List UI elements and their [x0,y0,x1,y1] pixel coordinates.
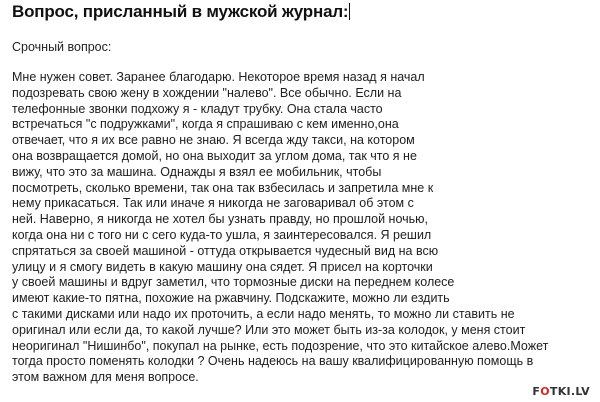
page-title-text: Вопрос, присланный в мужской журнал: [12,2,349,21]
page-title [12,2,350,22]
body-line: у своей машины и вдруг заметил, что тормозные диски на переднем колесе [12,275,455,290]
text-cursor [349,3,350,20]
body-line: спрятаться за своей машиной - оттуда открывается чудесный вид на всю [12,243,439,258]
body-line: с такими дисками или надо их проточить, а если надо менять, то можно ли ставить не [12,306,515,321]
body-line: улицу и я смогу видеть в какую машину она сядет. Я присел на корточки [12,259,433,274]
body-line: встречаться "с подружками", когда я спрашиваю с кем именно,она [12,117,399,132]
body-line: когда она ни с того ни с сего куда-то ушла, я заинтересовался. Я решил [12,227,432,242]
body-line: тогда просто поменять колодки ? Очень надеюсь на вашу квалифицированную помощь в [12,354,534,369]
body-line: посмотреть, сколько времени, так она так взбесилась и запретила мне к [12,180,434,195]
letter-body [12,70,597,386]
body-line: телефонные звонки подхожу я - кладут трубку. Она стала часто [12,101,383,116]
body-line: этом важном для меня вопросе. [12,370,199,385]
body-line: она возвращается домой, но она выходит за углом дома, так что я не [12,148,417,163]
watermark-text: FOTKI.LV [532,385,590,398]
watermark-accent-letter: O [540,385,550,398]
body-line: оригинал или если да, то какой лучше? Или это может быть из-за колодок, у меня стоит [12,322,526,337]
watermark-logo [532,385,590,398]
body-line: вижу, что это за машина. Однажды я взял ее мобильник, чтобы [12,164,382,179]
body-line: ней. Наверно, я никогда не хотел бы узнать правду, но прошлой ночью, [12,212,428,227]
body-line: подозревать свою жену в хождении "налево". Все обычно. Если на [12,85,402,100]
body-line: неоригинал "Нишинбо", покупал на рынке, есть подозрение, что это китайское алево.Может [12,338,549,353]
body-line: нему прикасаться. Так или иначе я никогда не заговаривал об этом с [12,196,414,211]
body-line: Мне нужен совет. Заранее благодарю. Некоторое время назад я начал [12,70,425,84]
body-line: отвечает, что я их все равно не знаю. Я всегда жду такси, на котором [12,133,415,148]
subheading: Срочный вопрос: [12,40,112,54]
body-line: имеют какие-то пятна, похожие на ржавчину. Подскажите, можно ли ездить [12,291,450,306]
